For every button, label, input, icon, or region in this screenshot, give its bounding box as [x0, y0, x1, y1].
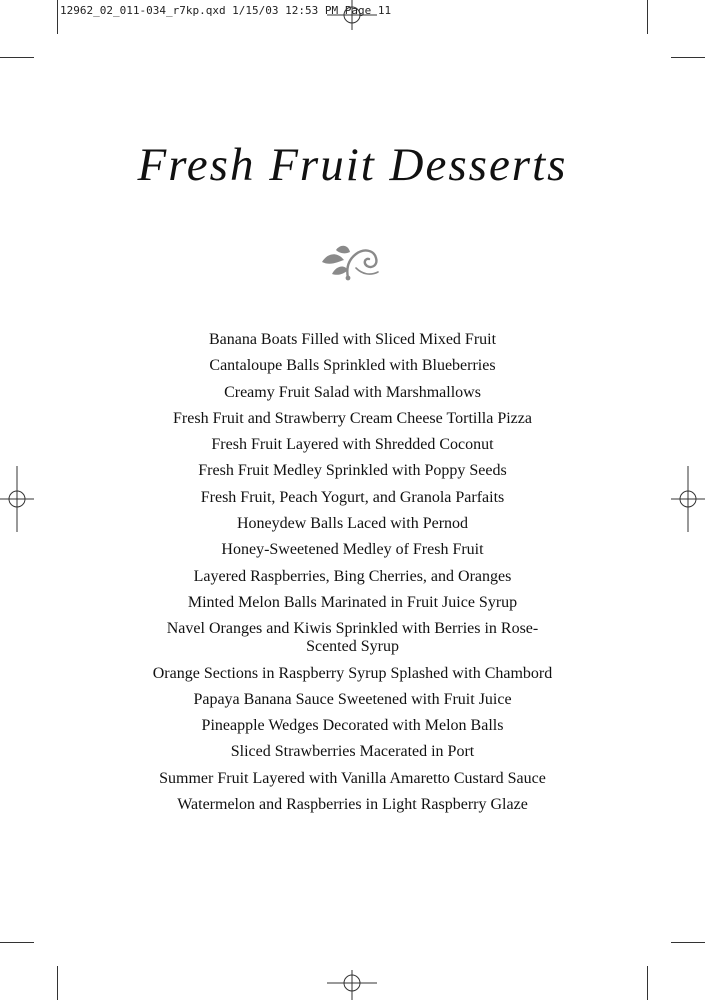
- list-item: Minted Melon Balls Marinated in Fruit Juice Syrup: [187, 593, 518, 611]
- crop-mark-top-right-horizontal: [671, 57, 705, 58]
- crop-mark-bottom-left-horizontal: [0, 942, 34, 943]
- print-slug: 12962_02_011-034_r7kp.qxd 1/15/03 12:53 PM Page 11: [60, 4, 392, 17]
- list-item: Cantaloupe Balls Sprinkled with Blueberries: [209, 357, 496, 375]
- list-item: Creamy Fruit Salad with Marshmallows: [224, 383, 481, 401]
- page-title: Fresh Fruit Desserts: [137, 139, 568, 191]
- list-item: Honey-Sweetened Medley of Fresh Fruit: [221, 541, 484, 559]
- list-item: Layered Raspberries, Bing Cherries, and Oranges: [193, 567, 512, 585]
- list-item: Fresh Fruit and Strawberry Cream Cheese Tortilla Pizza: [173, 409, 532, 427]
- list-item: Banana Boats Filled with Sliced Mixed Fruit: [208, 331, 497, 348]
- list-item: Summer Fruit Layered with Vanilla Amaretto Custard Sauce: [159, 769, 546, 787]
- list-item: Watermelon and Raspberries in Light Raspberry Glaze: [177, 796, 528, 814]
- crop-mark-bottom-right-vertical: [647, 966, 648, 1000]
- list-item: Navel Oranges and Kiwis Sprinkled with Berries in Rose-Scented Syrup: [166, 620, 539, 656]
- list-item: Fresh Fruit Layered with Shredded Coconut: [211, 436, 494, 454]
- crop-mark-top-right-vertical: [647, 0, 648, 34]
- leaf-scroll-ornament-icon: [318, 238, 386, 284]
- list-item: Pineapple Wedges Decorated with Melon Balls: [201, 717, 504, 735]
- list-item: Fresh Fruit, Peach Yogurt, and Granola Parfaits: [200, 488, 505, 506]
- list-item: Orange Sections in Raspberry Syrup Splashed with Chambord: [152, 664, 553, 682]
- crop-mark-top-left-horizontal: [0, 57, 34, 58]
- crop-mark-bottom-right-horizontal: [671, 942, 705, 943]
- list-item: Honeydew Balls Laced with Pernod: [236, 515, 469, 533]
- list-item: Sliced Strawberries Macerated in Port: [230, 743, 475, 761]
- list-item: Fresh Fruit Medley Sprinkled with Poppy Seeds: [198, 462, 507, 480]
- registration-mark-bottom-icon: [327, 970, 377, 1000]
- list-item: Papaya Banana Sauce Sweetened with Fruit Juice: [193, 690, 512, 708]
- registration-mark-top-icon: [327, 0, 377, 30]
- crop-mark-bottom-left-vertical: [57, 966, 58, 1000]
- dessert-list: [0, 331, 705, 822]
- crop-mark-top-left-vertical: [57, 0, 58, 34]
